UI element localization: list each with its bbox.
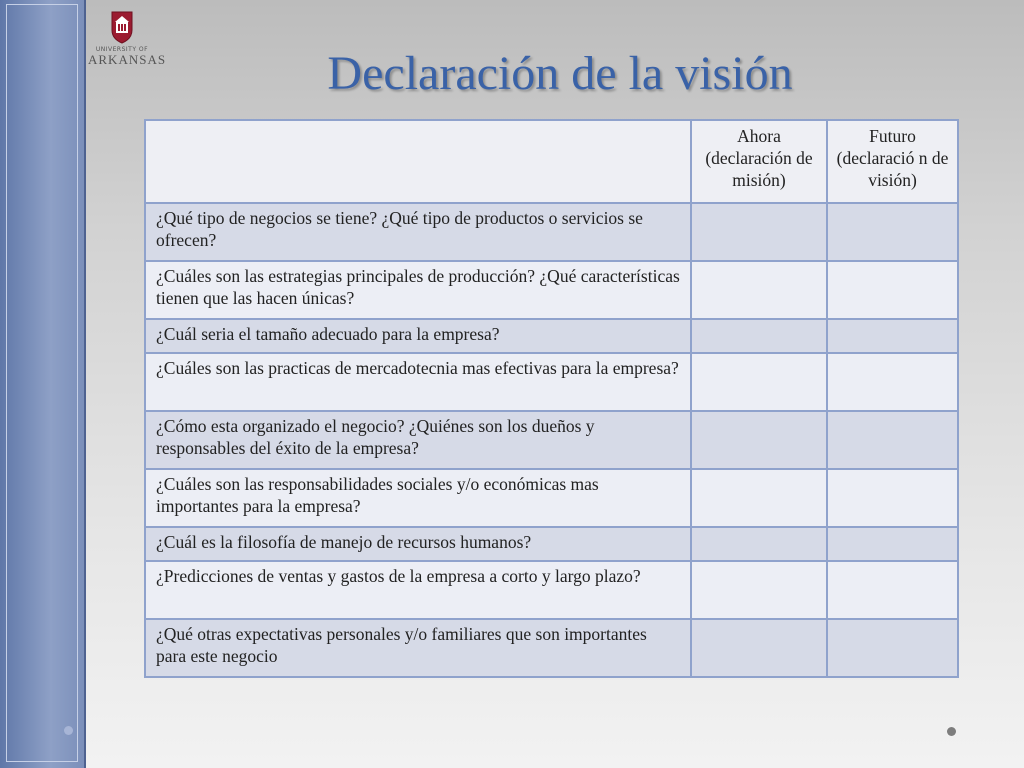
- future-cell[interactable]: [827, 619, 958, 677]
- table-header-row: [145, 120, 958, 203]
- future-cell[interactable]: [827, 561, 958, 619]
- question-cell: ¿Cuál es la filosofía de manejo de recursos humanos?: [145, 527, 691, 561]
- future-cell[interactable]: [827, 469, 958, 527]
- header-question: [145, 120, 691, 203]
- question-cell: ¿Cuáles son las estrategias principales de producción? ¿Qué características tienen que las hacen únicas?: [145, 261, 691, 319]
- future-cell[interactable]: [827, 353, 958, 411]
- side-bar: [0, 0, 86, 768]
- table-row: [145, 561, 958, 619]
- table-row: [145, 619, 958, 677]
- table-row: [145, 527, 958, 561]
- now-cell[interactable]: [691, 469, 827, 527]
- now-cell[interactable]: [691, 353, 827, 411]
- question-cell: ¿Cómo esta organizado el negocio? ¿Quiénes son los dueños y responsables del éxito de la empresa?: [145, 411, 691, 469]
- now-cell[interactable]: [691, 261, 827, 319]
- now-cell[interactable]: [691, 411, 827, 469]
- table-row: [145, 261, 958, 319]
- side-bar-frame: [6, 4, 78, 762]
- future-cell[interactable]: [827, 261, 958, 319]
- university-logo: [88, 10, 167, 67]
- university-logo-icon: [109, 10, 135, 44]
- now-cell[interactable]: [691, 561, 827, 619]
- logo-name: ARKANSAS: [88, 52, 167, 67]
- now-cell[interactable]: [691, 619, 827, 677]
- future-cell[interactable]: [827, 527, 958, 561]
- future-cell[interactable]: [827, 203, 958, 261]
- question-cell: ¿Cuáles son las practicas de mercadotecnia mas efectivas para la empresa?: [145, 353, 691, 411]
- header-now: Ahora (declaración de misión): [691, 120, 827, 203]
- future-cell[interactable]: [827, 411, 958, 469]
- future-cell[interactable]: [827, 319, 958, 353]
- now-cell[interactable]: [691, 203, 827, 261]
- question-cell: ¿Predicciones de ventas y gastos de la empresa a corto y largo plazo?: [145, 561, 691, 619]
- logo-tagline: UNIVERSITY OF: [95, 46, 149, 53]
- bullet-dot-icon: [947, 727, 956, 736]
- table-row: [145, 353, 958, 411]
- header-future: Futuro (declaració n de visión): [827, 120, 958, 203]
- question-cell: ¿Cuál seria el tamaño adecuado para la empresa?: [145, 319, 691, 353]
- table-row: [145, 411, 958, 469]
- vision-table: [144, 119, 959, 678]
- slide-title: Declaración de la visión: [327, 47, 793, 100]
- question-cell: ¿Qué otras expectativas personales y/o familiares que son importantes para este negocio: [145, 619, 691, 677]
- question-cell: ¿Cuáles son las responsabilidades sociales y/o económicas mas importantes para la empresa?: [145, 469, 691, 527]
- table-row: [145, 203, 958, 261]
- now-cell[interactable]: [691, 319, 827, 353]
- bullet-dot-icon: [64, 726, 73, 735]
- now-cell[interactable]: [691, 527, 827, 561]
- question-cell: ¿Qué tipo de negocios se tiene? ¿Qué tipo de productos o servicios se ofrecen?: [145, 203, 691, 261]
- table-row: [145, 319, 958, 353]
- table-row: [145, 469, 958, 527]
